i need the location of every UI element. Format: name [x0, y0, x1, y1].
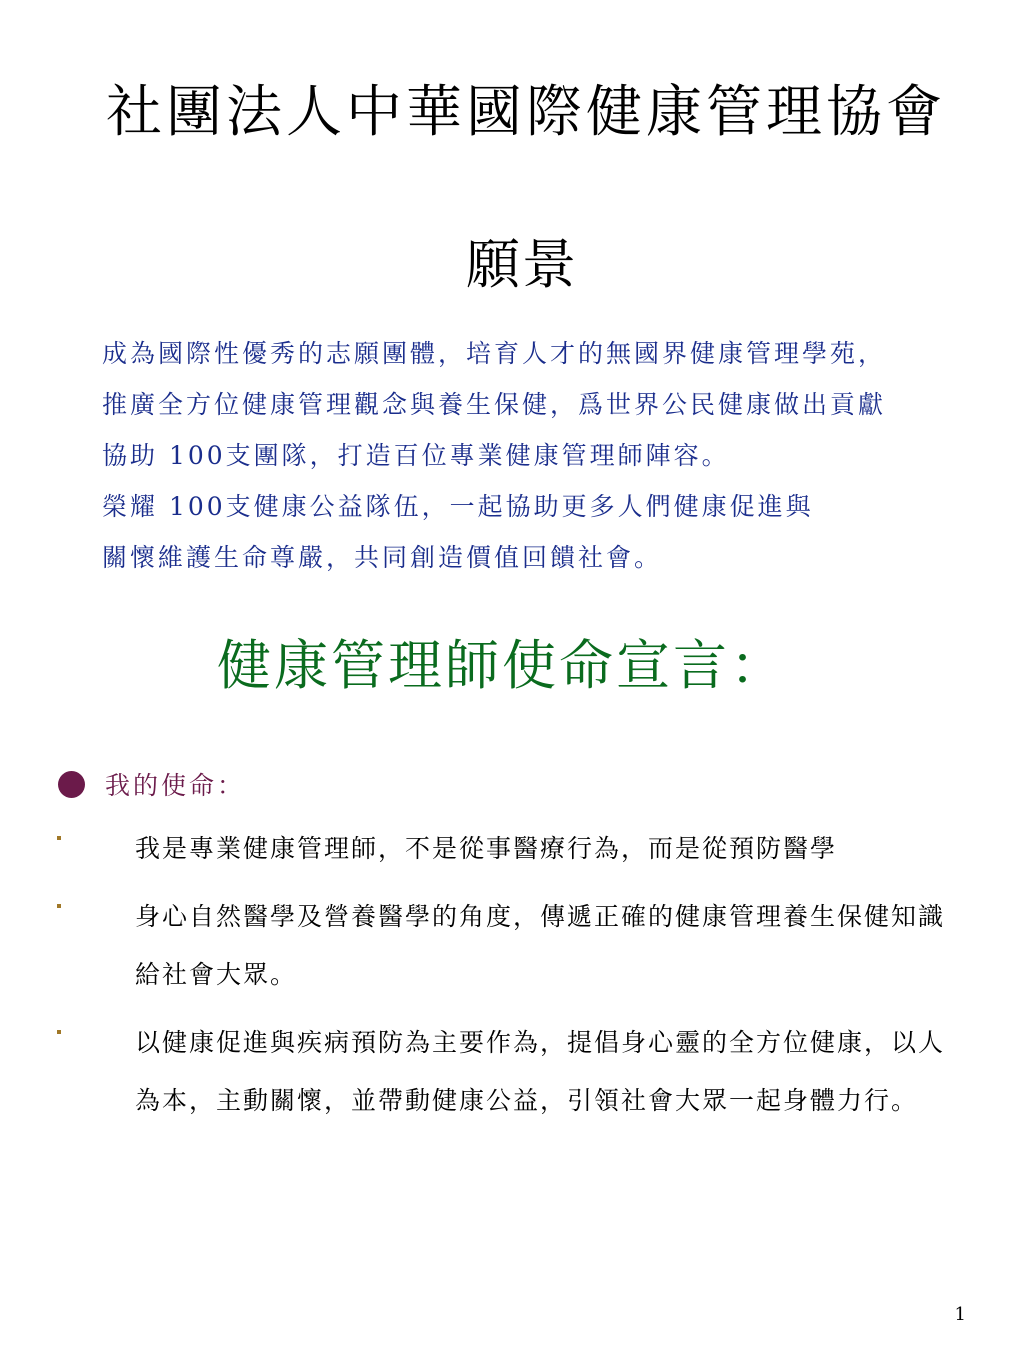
- dot-bullet-icon: [57, 836, 61, 840]
- mission-items: [0, 820, 1024, 1140]
- vision-heading: 願景: [466, 233, 578, 296]
- vision-line: 推廣全方位健康管理觀念與養生保健，爲世界公民健康做出貢獻: [102, 390, 887, 419]
- my-mission-row: [58, 764, 245, 804]
- mission-item: [0, 820, 1024, 878]
- vision-text: [102, 328, 982, 583]
- bullet-icon: [58, 771, 85, 798]
- page-number: 1: [954, 1304, 966, 1325]
- my-mission-label: 我的使命：: [105, 771, 246, 800]
- mission-item-text: 以健康促進與疾病預防為主要作為，提倡身心靈的全方位健康，以人為本，主動關懷，並帶動健康公益，引領社會大眾一起身體力行。: [135, 1028, 946, 1115]
- mission-item-text: 我是專業健康管理師，不是從事醫療行為，而是從預防醫學: [135, 834, 838, 863]
- vision-line: 成為國際性優秀的志願團體，培育人才的無國界健康管理學苑，: [102, 339, 887, 368]
- dot-bullet-icon: [57, 904, 61, 908]
- mission-item-text: 身心自然醫學及營養醫學的角度，傳遞正確的健康管理養生保健知識給社會大眾。: [135, 902, 946, 989]
- vision-line: 協助 100支團隊，打造百位專業健康管理師陣容。: [102, 441, 730, 470]
- mission-item: [0, 1014, 1024, 1130]
- mission-item: [0, 888, 1024, 1004]
- vision-line: 榮耀 100支健康公益隊伍，一起協助更多人們健康促進與: [102, 492, 814, 521]
- page-title: 社團法人中華國際健康管理協會: [106, 80, 946, 145]
- vision-line: 關懷維護生命尊嚴，共同創造價值回饋社會。: [102, 543, 663, 572]
- mission-heading: 健康管理師使命宣言：: [217, 634, 787, 697]
- dot-bullet-icon: [57, 1030, 61, 1034]
